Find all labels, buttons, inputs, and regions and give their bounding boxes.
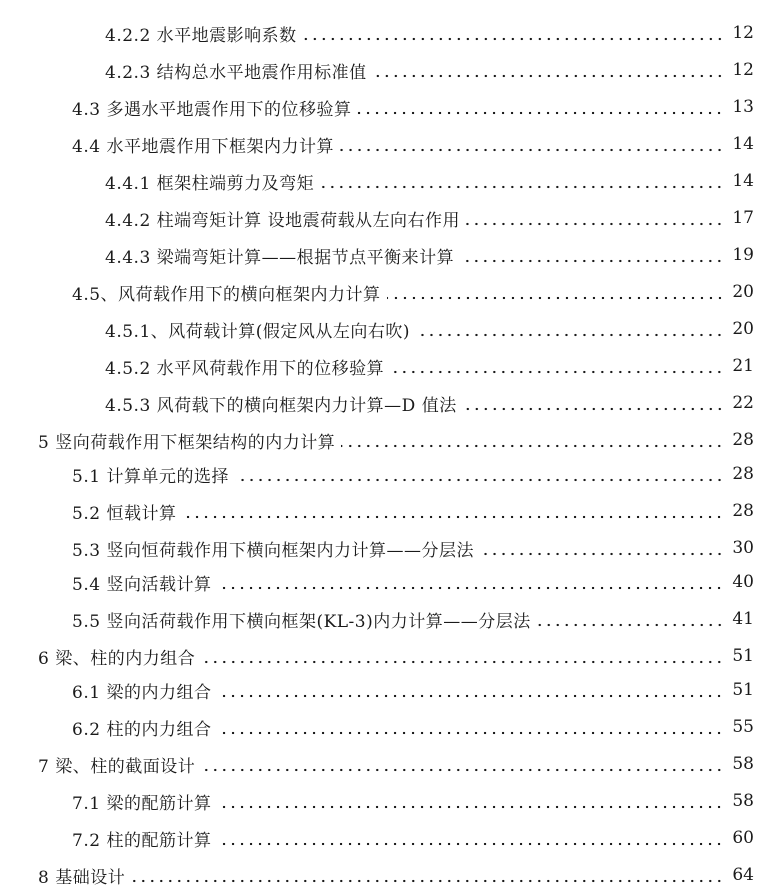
toc-entry-title: 4.4.3 梁端弯矩计算——根据节点平衡来计算 <box>105 247 455 268</box>
toc-entry-title: 4.5、风荷载作用下的横向框架内力计算 <box>72 284 381 305</box>
toc-entry[interactable] <box>38 425 754 455</box>
toc-entry[interactable] <box>105 166 754 196</box>
dot-leader <box>217 731 724 735</box>
toc-entry-title: 7.2 柱的配筋计算 <box>72 830 212 851</box>
toc-entry-page: 51 <box>732 680 754 700</box>
dot-leader <box>357 111 724 115</box>
dot-leader <box>201 660 724 664</box>
toc-entry-title: 5.4 竖向活载计算 <box>72 574 212 595</box>
toc-entry-page: 41 <box>732 609 754 629</box>
dot-leader <box>340 148 724 152</box>
toc-entry-title: 8 基础设计 <box>38 867 126 888</box>
toc-entry-title: 5.3 竖向恒荷载作用下横向框架内力计算——分层法 <box>72 540 474 561</box>
toc-entry[interactable] <box>72 129 754 159</box>
toc-entry-page: 22 <box>732 393 754 413</box>
toc-entry-page: 64 <box>732 865 754 885</box>
toc-entry[interactable] <box>72 786 754 816</box>
toc-entry-title: 5 竖向荷载作用下框架结构的内力计算 <box>38 432 336 453</box>
toc-entry-title: 4.5.3 风荷载下的横向框架内力计算—D 值法 <box>105 395 457 416</box>
dot-leader <box>416 333 724 337</box>
toc-entry-title: 6 梁、柱的内力组合 <box>38 648 196 669</box>
toc-entry-page: 17 <box>732 208 754 228</box>
dot-leader <box>217 842 724 846</box>
dot-leader <box>387 296 724 300</box>
toc-entry-page: 20 <box>732 319 754 339</box>
toc-entry-title: 7 梁、柱的截面设计 <box>38 756 196 777</box>
toc-entry[interactable] <box>38 749 754 779</box>
toc-entry-page: 51 <box>732 646 754 666</box>
dot-leader <box>480 552 724 556</box>
toc-entry[interactable] <box>38 641 754 671</box>
dot-leader <box>235 478 724 482</box>
toc-entry-title: 6.2 柱的内力组合 <box>72 719 212 740</box>
toc-entry-title: 4.4.1 框架柱端剪力及弯矩 <box>105 173 315 194</box>
toc-entry-page: 20 <box>732 282 754 302</box>
dot-leader <box>463 407 724 411</box>
toc-entry[interactable] <box>72 604 754 634</box>
toc-entry-title: 4.4.2 柱端弯矩计算 设地震荷载从左向右作用 <box>105 210 461 231</box>
toc-entry[interactable] <box>105 388 754 418</box>
toc-entry[interactable] <box>72 496 754 526</box>
toc-entry-title: 7.1 梁的配筋计算 <box>72 793 212 814</box>
toc-entry-page: 28 <box>732 464 754 484</box>
toc-entry[interactable] <box>105 18 754 48</box>
toc-entry-page: 55 <box>732 717 754 737</box>
dot-leader <box>537 623 724 627</box>
toc-entry-page: 14 <box>732 134 754 154</box>
dot-leader <box>466 222 724 226</box>
toc-entry-title: 4.5.1、风荷载计算(假定风从左向右吹) <box>105 321 411 342</box>
toc-entry-title: 5.5 竖向活荷载作用下横向框架(KL-3)内力计算——分层法 <box>72 611 531 632</box>
toc-entry[interactable] <box>105 240 754 270</box>
toc-entry-page: 28 <box>732 430 754 450</box>
toc-entry-title: 4.2.3 结构总水平地震作用标准值 <box>105 62 367 83</box>
dot-leader <box>390 370 724 374</box>
toc-entry-page: 19 <box>732 245 754 265</box>
toc-entry-page: 13 <box>732 97 754 117</box>
dot-leader <box>303 37 724 41</box>
toc-entry[interactable] <box>72 675 754 705</box>
toc-entry[interactable] <box>72 823 754 853</box>
toc-entry-title: 4.3 多遇水平地震作用下的位移验算 <box>72 99 352 120</box>
toc-entry-title: 4.5.2 水平风荷载作用下的位移验算 <box>105 358 385 379</box>
toc-entry[interactable] <box>105 203 754 233</box>
toc-entry-page: 58 <box>732 754 754 774</box>
toc-entry-page: 60 <box>732 828 754 848</box>
dot-leader <box>217 586 724 590</box>
dot-leader <box>182 515 724 519</box>
toc-entry[interactable] <box>72 277 754 307</box>
dot-leader <box>201 768 724 772</box>
toc-entry-page: 14 <box>732 171 754 191</box>
toc-entry[interactable] <box>38 860 754 890</box>
toc-entry-title: 5.1 计算单元的选择 <box>72 466 229 487</box>
toc-entry[interactable] <box>72 712 754 742</box>
dot-leader <box>373 74 724 78</box>
toc-entry-page: 28 <box>732 501 754 521</box>
toc-entry-title: 4.2.2 水平地震影响系数 <box>105 25 297 46</box>
toc-entry[interactable] <box>105 55 754 85</box>
toc-entry[interactable] <box>72 567 754 597</box>
toc-entry-title: 6.1 梁的内力组合 <box>72 682 212 703</box>
toc-entry[interactable] <box>72 92 754 122</box>
toc-entry[interactable] <box>105 351 754 381</box>
dot-leader <box>460 259 724 263</box>
toc-entry-page: 30 <box>732 538 754 558</box>
toc-entry[interactable] <box>72 533 754 563</box>
toc-entry-page: 12 <box>732 23 754 43</box>
dot-leader <box>217 694 724 698</box>
toc-entry-page: 12 <box>732 60 754 80</box>
dot-leader <box>320 185 724 189</box>
toc-entry-title: 4.4 水平地震作用下框架内力计算 <box>72 136 334 157</box>
toc-entry-title: 5.2 恒载计算 <box>72 503 177 524</box>
toc-entry-page: 40 <box>732 572 754 592</box>
dot-leader <box>217 805 724 809</box>
toc-entry[interactable] <box>72 459 754 489</box>
toc-entry-page: 21 <box>732 356 754 376</box>
toc-entry[interactable] <box>105 314 754 344</box>
dot-leader <box>341 444 724 448</box>
toc-entry-page: 58 <box>732 791 754 811</box>
dot-leader <box>131 879 724 883</box>
